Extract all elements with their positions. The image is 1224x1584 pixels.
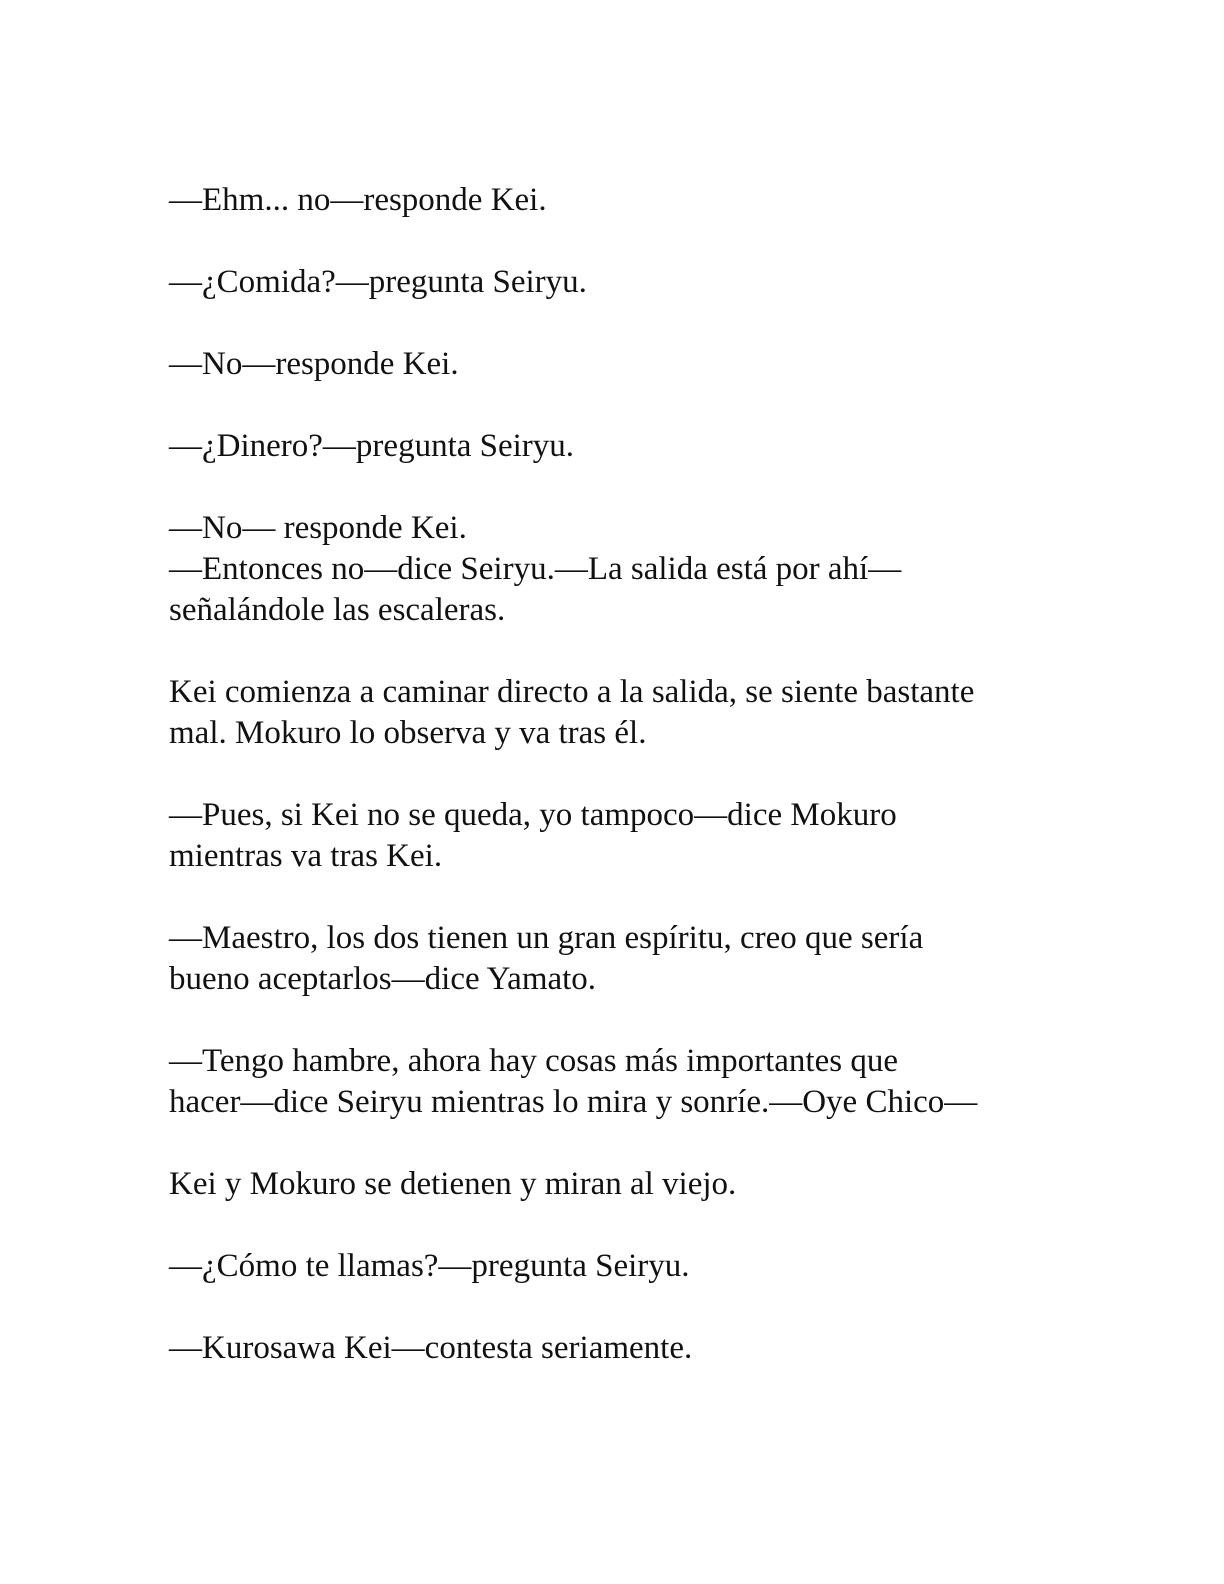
paragraph: —¿Comida?—pregunta Seiryu. <box>169 264 587 300</box>
paragraph: Kei y Mokuro se detienen y miran al viejo. <box>169 1166 737 1202</box>
paragraph: Kei comienza a caminar directo a la salida, se siente bastante mal. Mokuro lo observa y va tras él. <box>169 674 975 751</box>
paragraph: —Pues, si Kei no se queda, yo tampoco—dice Mokuro mientras va tras Kei. <box>169 797 897 874</box>
paragraph: —No— responde Kei. <box>169 510 467 546</box>
paragraph: —Ehm... no—responde Kei. <box>169 182 547 218</box>
paragraph: —¿Cómo te llamas?—pregunta Seiryu. <box>169 1248 690 1284</box>
paragraph: —Kurosawa Kei—contesta seriamente. <box>169 1330 693 1366</box>
paragraph: —Maestro, los dos tienen un gran espíritu, creo que sería bueno aceptarlos—dice Yamato. <box>169 920 924 997</box>
document-body <box>169 180 1069 1369</box>
paragraph: —Entonces no—dice Seiryu.—La salida está por ahí— señalándole las escaleras. <box>169 551 902 628</box>
paragraph: —¿Dinero?—pregunta Seiryu. <box>169 428 575 464</box>
paragraph: —Tengo hambre, ahora hay cosas más importantes que hacer—dice Seiryu mientras lo mira y sonríe.—Oye Chico— <box>169 1043 978 1120</box>
paragraph: —No—responde Kei. <box>169 346 459 382</box>
